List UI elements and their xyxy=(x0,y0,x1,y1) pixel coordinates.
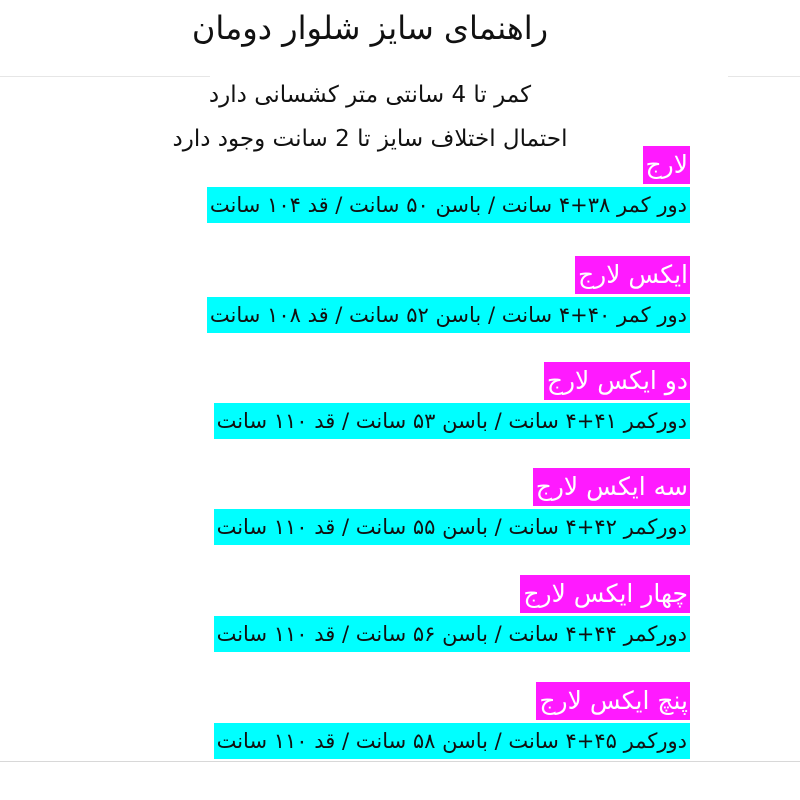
divider xyxy=(728,76,800,77)
page-title: راهنمای سایز شلوار دومان xyxy=(191,9,549,47)
size-entry-3xl xyxy=(90,468,690,545)
tolerance-note: احتمال اختلاف سایز تا 2 سانت وجود دارد xyxy=(172,126,568,152)
size-entry-2xl xyxy=(90,362,690,439)
divider xyxy=(0,76,210,77)
size-name: سه ایکس لارج xyxy=(533,468,690,506)
size-name: دو ایکس لارج xyxy=(544,362,690,400)
size-measurements: دور کمر ۳۸+۴ سانت / باسن ۵۰ سانت / قد ۱۰۴ سانت xyxy=(207,187,690,223)
size-name: لارج xyxy=(643,146,690,184)
size-name: ایکس لارج xyxy=(575,256,690,294)
size-measurements: دورکمر ۴۴+۴ سانت / باسن ۵۶ سانت / قد ۱۱۰ سانت xyxy=(214,616,690,652)
size-entry-4xl xyxy=(90,575,690,652)
size-measurements: دورکمر ۴۲+۴ سانت / باسن ۵۵ سانت / قد ۱۱۰ سانت xyxy=(214,509,690,545)
size-entry-xl xyxy=(90,256,690,333)
size-name: پنچ ایکس لارج xyxy=(536,682,690,720)
size-name: چهار ایکس لارج xyxy=(520,575,690,613)
size-measurements: دورکمر ۴۵+۴ سانت / باسن ۵۸ سانت / قد ۱۱۰ سانت xyxy=(214,723,690,759)
elasticity-note: کمر تا 4 سانتی متر کشسانی دارد xyxy=(208,82,532,108)
size-measurements: دورکمر ۴۱+۴ سانت / باسن ۵۳ سانت / قد ۱۱۰ سانت xyxy=(214,403,690,439)
divider xyxy=(0,761,800,762)
size-entry-5xl xyxy=(90,682,690,759)
size-measurements: دور کمر ۴۰+۴ سانت / باسن ۵۲ سانت / قد ۱۰۸ سانت xyxy=(207,297,690,333)
size-entry-large xyxy=(90,146,690,223)
